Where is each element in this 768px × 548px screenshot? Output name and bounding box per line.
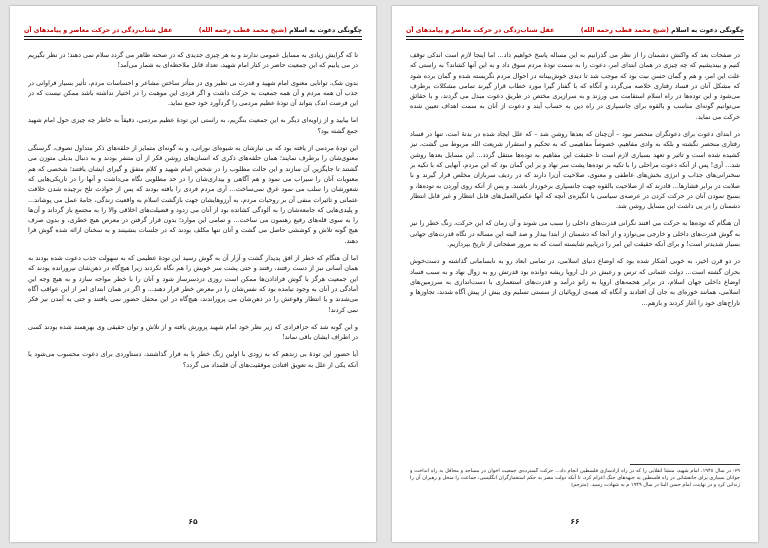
chapter-title: عقل شناب‌زدگی در حرکت معاصر و پیامدهای آن [406, 27, 555, 34]
page-body [410, 50, 740, 450]
paragraph: اما آن هنگام که خطر از افق پدیدار گشت و آزار آن به گوش رسید این تودهٔ عظیمی که به سهولت جذب دعوت شده بودند به همان آسانی نیز از دست رفتند، رفتند و حتی پشت سر خویش را هم نگاه نکردند زیرا هیچ‌گاه در ذهن‌شان نپرورانده بودند که این جمعیت هرگز با گوش فرادادن‌ها ممکن است روزی دردسرساز شود و آنان را با خطر مواجه سازد و به هیچ وجه این آمادگی در آنان به وجود نیامده بود که نفس‌شان را در معرض خطر قرار دهند... و اگر در همان ابتدای امر از این عواقب آگاه می‌شدند و یا انتظار وقوعش را در ذهن‌شان می پروراندند، هیچ‌گاه در این محفل حضور نمی یافتند و حتی به آمدن نیز فکر نمی کردند! [28, 254, 358, 314]
author-name: (شیخ محمد قطب رحمه الله) [580, 27, 669, 34]
header-rule [406, 36, 744, 37]
running-header [406, 20, 744, 34]
page-number: ۶۵ [188, 517, 198, 526]
page-number: ۶۶ [570, 517, 580, 526]
page-right [392, 6, 758, 542]
chapter-title: عقل شناب‌زدگی در حرکت معاصر و پیامدهای آن [24, 27, 173, 34]
paragraph: آیا حضور این تودهٔ بی زندهم که به زودی با اولین زنگ خطر پا به فرار گذاشتند، دستاوردی برای دعوت محسوب می‌شود یا آنکه یکی از علل به تعویق افتادن موفقیت‌های آن قلمداد می گردد؟ [28, 350, 358, 369]
paragraph: در دو قرن اخیر، به خوبی آشکار شده بود که اوضاع دنیای اسلامی، در تمامی ابعاد رو به نابسامانی گذاشته و دست‌خوش بحران گشته است... دولت عثمانی که ترس و رعبش در دل اروپا ریشه دوانده بود قدرتش رو به زوال نهاد و به سبب فساد اوضاع داخلی جهان اسلام، در برابر هجمه‌های اروپا به زانو درآمد و قدرت‌های استعماری با دست‌اندازی به سرزمین‌های اسلامی، همانند خوره‌ای به جان آن افتادند و آنگاه که همه‌ی اروپائیان از سستی تسلیم وی بیش از پیش آگاه شدند، تجاوزها و تاراج‌های خود را آغاز کردند و بازهم... [410, 257, 740, 307]
author-name: (شیخ محمد قطب رحمه الله) [198, 27, 287, 34]
paragraph: تا که گرایش زیادی به مسایل عمومی ندارند و به هر چیزی جدیدی که در صحنه ظاهر می گردد سلام نمی دهند؛ در نظر نگیریم در می یابیم که این جمعیت حاضر در کنار امام شهید، تعداد قابل ملاحظه‌ای به شمار می‌آمد! [28, 51, 358, 70]
paragraph: در صفحات بعد که واکنش دشمنان را از نظر می گذرانیم به این مساله پاسخ خواهیم داد... اما اینجا لازم است اندکی توقف کنیم و بیندیشیم که چه چیزی در همان ابتدای امر، دعوت را به سمت تودهٔ مردم سوق داد و به این آنها کشاند؟ به راستی که علت این امر، و هم و گمان حسن نیت بود که موجب شد تا دیدی خوش‌بینانه در احوال مردم نگریسته شده و گمان برده شود که مشکل آنان در فساد رفتاری خلاصه می‌گردد و آنگاه که با گفتار گیرا مورد خطاب قرار گیرند تمامی مشکلات برطرف می‌شود و این توده‌ها در راه اسلام استقامت می ورزند و به سرازیری مختص در طریق دعوت مبدل می گردند، و با حقائق می‌توانیم گونه‌ای مناسب و بالقوه برای جانسپاری در راه دین به حساب آیند و دعوت از آنان به سمت اهداف تعیین شده حرکت می نماید. [410, 51, 740, 121]
paragraph: اما بیایید و از زاویه‌ای دیگر به این جمعیت بنگریم، به راستی این تودهٔ عظیم مردمی، دقیقاً به خاطر چه چیزی حول امام شهید جمع گشته بود؟ [28, 116, 358, 135]
running-header [24, 20, 362, 34]
footnote-rule [630, 464, 740, 465]
page-left [10, 6, 376, 542]
paragraph: بدون شک، توانایی معنوی امام شهید و قدرت بی نظیر وی در متأثر ساختن مشاعر و احساسات مردم، تأثیر بسیار فراوانی در جذب آن همه مردم و آن همه جمعیت به حرکت داشت و اگر فردی این موهبت را در اختیار نداشته باشد ممکن نیست که در این فرصت اندک بتواند آن تودهٔ عظیم مردمی را گردآورد خود جمع نماید. [28, 78, 358, 108]
header-rule [24, 36, 362, 37]
paragraph: در ابتدای دعوت برای دعوتگران منحصر نبود – آن‌چنان که بعدها روشن شد – که علل ایجاد شده در بدنهٔ امت، تنها در فساد رفتاری منحصر نگشته و بلکه به وادی مفاهیم، خصوصاً مفاهیمی که به تحکیم و استقرار شریعت الله مربوط می گشت، نیز کشیده شده است و تاثیر و تعهد بسیاری لازم است تا حقیقت این مفاهیم به توده‌ها منتقل گردد... این مسایل بعدها روشن شد... آری! پس از آنکه دعوت مراحلی را با تکیه بر توده‌ها پشت سر نهاد و بر این گمان بود که این مردم، آنهایی که با تکیه بر سخنرانی‌های جذاب و انرژی بخش‌های عاطفی و معنوی، صلاحیت آن‌را دارند که در ردیف سربازان مخلص قرار گیرند و با صلابت در برابر فشارها... قادرند که از صلاحیت بالقوه جهت جانسپاری برخوردار باشند. و پس از آنکه روی آوردن به توده‌ها، و بسیج نمودن آنان در حرکت کردن در عرصه‌ی سیاسی با انگیزه‌ی آنچه که آنها عکس‌العمل‌های قابل انتظار و غیر قابل انتظار دشمنان را در پی داشت این مسایل روشن شد. [410, 130, 740, 211]
page-body [28, 50, 358, 498]
paragraph: این تودهٔ مردمی از یافته بود که بی نیازشان به شیوه‌ای نورانی، و به گونه‌ای متمایز از حلقه‌های ذکر متداول تصوف، گرسنگی معنوی‌شان را برطرف نمایند؛ همان حلقه‌های ذکری که انسان‌های روشن فکر از آن متنفر بودند و به دنبال بدیلی متوزن می گشتند تا جایگزین آن سازند و این حالت مطلوب را در شخص امام شهید و کلام متفق و گیرای ایشان یافتند؛ شخصی که هم معنویات آنان را سیراب می نمود و هم آگاهی و بیداری‌شان را در حد مطلوبی نگاه می‌داشت و آنها را در تاریکی‌هایی که شعورشان را سلب می نمود غرق نمی‌ساخت... آری مردم فردی را یافته بودند که پس از حوادث تلخ برچیده شدن خلافت عثمانی و تاثیرات منفی آن بر روحیات مردم، به آرزوهایشان جهت بازگشت اسلام به واقعیت زندگی، جامهٔ عمل می پوشاند... و پلیدی‌هایی که جامعه‌شان را به آلودگی کشانده بود از آنان می زدود و فضیلت‌های اخلاقی والا را به مجتمع باز گرداند و آن‌ها را به سوی قله‌های رفیع رهنمون می ساخت... و تمامی این موارد؛ بدون قرار گرفتن در معرض هیچ خطری، و بدون صرف هیچ گونه تلاش و کوششی حاصل می گشت و آنان تنها مکلف بودند که در جلسات بنشینند و به سخنان ارائه شده گوش فرا دهند. [28, 144, 358, 245]
footnote: ۶۹- در سال ۱۹۴۸، امام شهید، منشأ انقلابی را که در راه آزادسازی فلسطین انجام داد... حرکت گسترده‌ی جمعیت اخوان در مساجد و محافل به راه انداخت و جوانان بسیاری برای جانفشانی در راه فلسطین به جبهه‌های جنگ اعزام کرد، تا آنکه دولت مصر به حکم استعمارگران انگلیسی، جماعت را منحل و رهبران آن را زندانی کرد و در نهایت، امام حسن البنا در سال ۱۹۴۹ م به شهادت رسید. (مترجم) [410, 468, 740, 489]
book-title: چگونگی دعوت به اسلام (شیخ محمد قطب رحمه الله) [580, 27, 744, 34]
paragraph: و این گونه شد که جزافرادی که زیر نظر خود امام شهید پرورش یافته و از تلاش و توان حقیقی وی بهرهمند شده بودند کسی در اطراف ایشان باقی نماند! [28, 322, 358, 342]
paragraph: آن هنگام که توده‌ها به حرکت می افتند نگرانی قدرت‌های داخلی را سبب می شوند و آن زمان که این حرکت، زنگ خطر را نیز به گوش قدرت‌های داخلی و خارجی می‌نوازد و از آنجا که دشمنان از ابتدا بیدار و صد البته این مساله در نگاه قدرت‌های جهانی بسیار شدیدتر است! و برای آنکه حقیقت این امر را دریابیم شایسته است که به مرور صفحاتی از تاریخ بپردازیم. [410, 219, 740, 249]
header-rule-thin [406, 39, 744, 40]
header-rule-thin [24, 39, 362, 40]
book-title: چگونگی دعوت به اسلام (شیخ محمد قطب رحمه الله) [198, 27, 362, 34]
